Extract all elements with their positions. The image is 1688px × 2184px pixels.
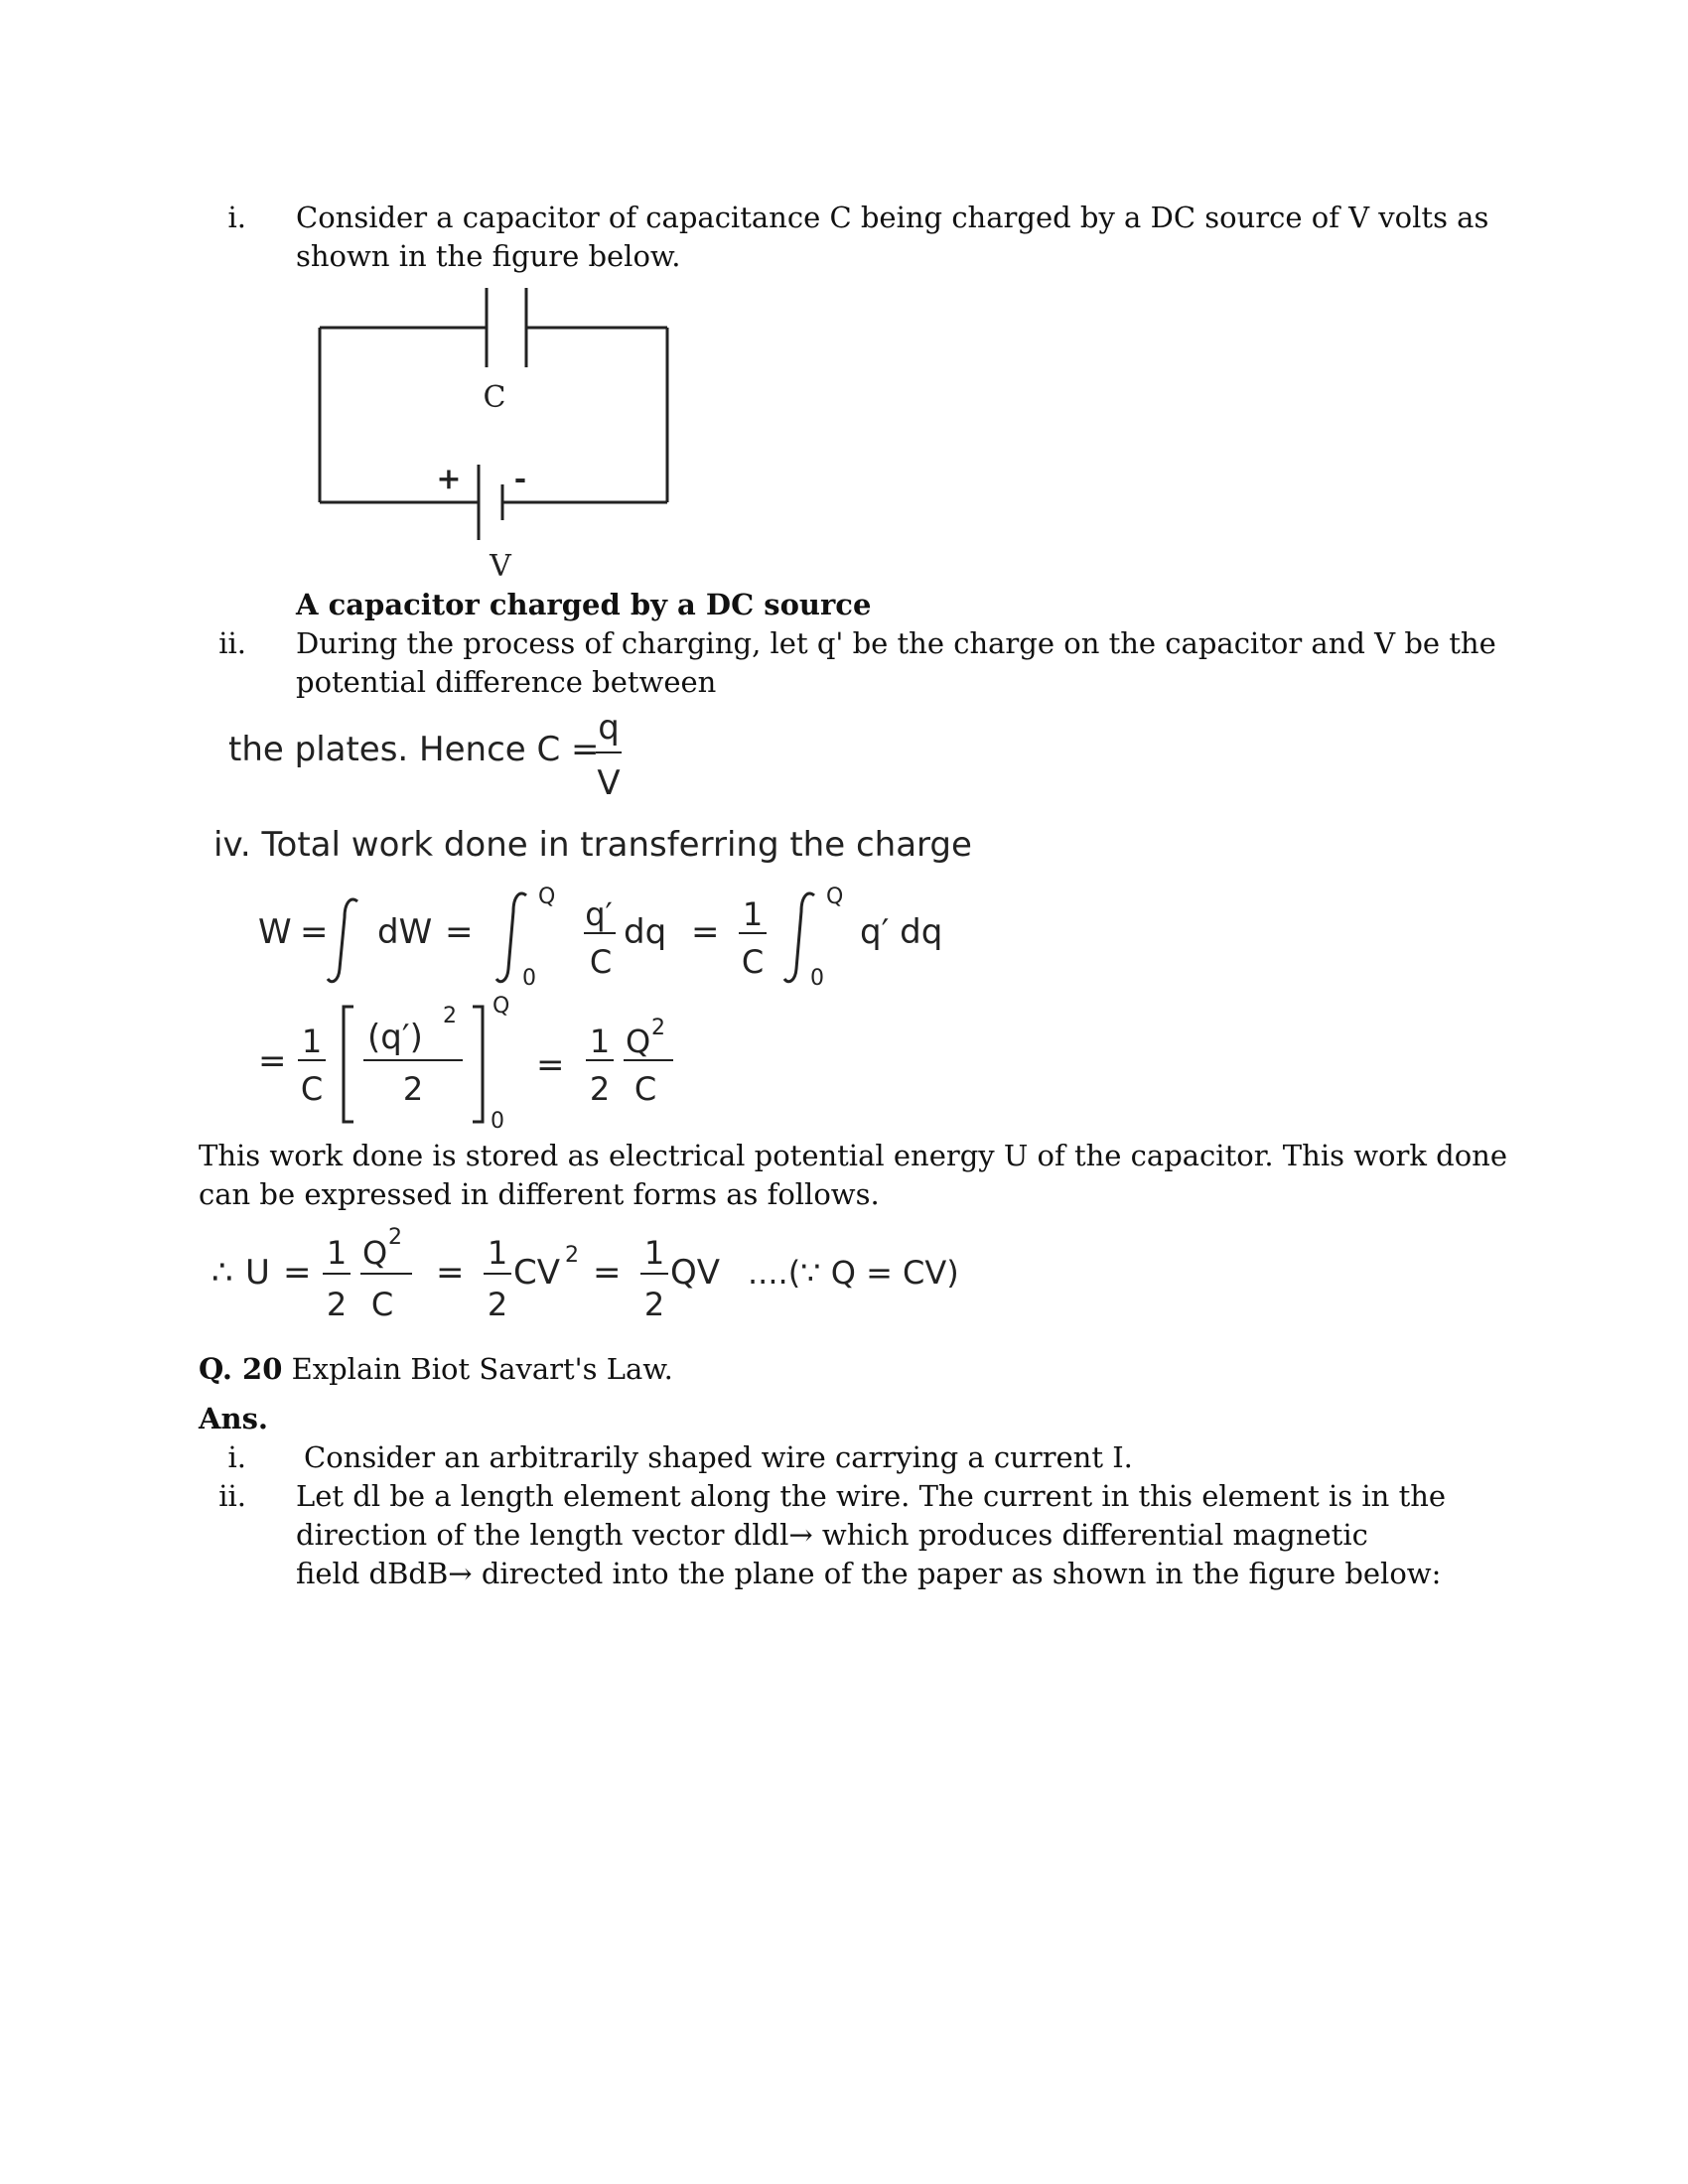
exponent: 2 [651, 1016, 665, 1040]
eq-symbol: dW [377, 912, 433, 952]
eq-symbol: = [445, 912, 474, 952]
fraction-numerator: Q [626, 1023, 651, 1060]
capacitor-label: C [483, 380, 506, 415]
list-number: ii. [218, 1479, 246, 1513]
paragraph-line: can be expressed in different forms as follows. [199, 1177, 880, 1211]
integral-upper-limit: Q [826, 885, 844, 909]
fraction-denominator: 2 [643, 1286, 665, 1323]
exponent: 2 [388, 1225, 402, 1250]
eq-symbol: = [536, 1045, 565, 1085]
plus-sign: + [436, 462, 462, 496]
work-equation-line2 [248, 993, 705, 1132]
fraction-denominator: 2 [487, 1286, 508, 1323]
eq-symbol: = [300, 912, 329, 952]
fraction-denominator: C [589, 943, 613, 981]
paragraph-line: This work done is stored as electrical potential energy U of the capacitor. This work done [199, 1139, 1507, 1172]
eq-symbol: ∴ [211, 1253, 233, 1293]
list-text-line: Consider an arbitrarily shaped wire carrying a current I. [304, 1440, 1133, 1474]
eq-symbol: q′ dq [860, 912, 943, 952]
question-text: Explain Biot Savart's Law. [282, 1352, 673, 1386]
bracket-upper-limit: Q [492, 994, 510, 1019]
fraction-denominator: C [741, 943, 765, 981]
capacitor-circuit-diagram [298, 278, 695, 576]
fraction-denominator: V [597, 763, 621, 803]
answer-label: Ans. [199, 1402, 269, 1435]
fraction-denominator: C [633, 1070, 657, 1108]
equation-note: ....(∵ Q = CV) [748, 1254, 959, 1292]
fraction-denominator: 2 [326, 1286, 348, 1323]
integral-sign [328, 899, 357, 982]
figure-caption: A capacitor charged by a DC source [296, 588, 872, 621]
fraction-numerator: q [598, 708, 620, 748]
capacitance-equation [218, 705, 675, 804]
fraction-numerator: 1 [487, 1234, 508, 1272]
list-number: i. [227, 201, 246, 234]
list-text-line: direction of the length vector dldl→ which produces differential magnetic [296, 1518, 1368, 1552]
integral-lower-limit: 0 [522, 966, 536, 991]
eq-symbol: = [436, 1253, 465, 1293]
eq-symbol: QV [670, 1253, 721, 1293]
list-text-line: Consider a capacitor of capacitance C being charged by a DC source of V volts as [296, 201, 1489, 234]
minus-sign: - [513, 462, 527, 496]
work-equation-line1 [248, 874, 983, 993]
fraction-denominator: C [370, 1286, 394, 1323]
list-text-line: shown in the figure below. [296, 239, 681, 273]
battery-label: V [490, 549, 511, 576]
eq-symbol: = [593, 1253, 622, 1293]
eq-symbol: dq [624, 912, 667, 952]
fraction-numerator: 1 [326, 1234, 348, 1272]
exponent: 2 [565, 1243, 579, 1268]
left-bracket [344, 1007, 353, 1122]
work-heading [204, 814, 998, 874]
exponent: 2 [443, 1004, 457, 1028]
fraction-denominator: C [300, 1070, 324, 1108]
list-text-line: potential difference between [296, 665, 717, 699]
fraction-numerator: 1 [589, 1023, 611, 1060]
fraction-numerator: 1 [643, 1234, 665, 1272]
list-text-line: During the process of charging, let q' be the charge on the capacitor and V be the [296, 626, 1496, 660]
eq-symbol: W [258, 912, 292, 952]
integral-lower-limit: 0 [810, 966, 824, 991]
eq-symbol: = [691, 912, 720, 952]
list-text-line: field dBdB→ directed into the plane of the paper as shown in the figure below: [296, 1557, 1442, 1590]
eq-symbol: U [245, 1253, 270, 1293]
integral-upper-limit: Q [538, 885, 556, 909]
list-number: i. [227, 1440, 246, 1474]
energy-equation [204, 1216, 978, 1325]
fraction-denominator: 2 [402, 1070, 424, 1108]
question-number: Q. 20 [199, 1352, 283, 1386]
fraction-numerator: 1 [742, 895, 764, 933]
list-number: ii. [218, 626, 246, 660]
fraction-numerator: (q′) [367, 1018, 423, 1057]
fraction-denominator: 2 [589, 1070, 611, 1108]
eq-symbol: CV [513, 1253, 560, 1293]
fraction-numerator: 1 [301, 1023, 323, 1060]
work-heading-text: iv. Total work done in transferring the charge [213, 825, 972, 865]
fraction-numerator: Q [362, 1234, 388, 1272]
right-bracket [473, 1007, 483, 1122]
list-text-line: Let dl be a length element along the wire. The current in this element is in the [296, 1479, 1447, 1513]
eq-symbol: = [258, 1041, 287, 1081]
eq-symbol: = [283, 1253, 312, 1293]
bracket-lower-limit: 0 [491, 1109, 504, 1132]
question-heading [199, 1350, 673, 1389]
equation-text: the plates. Hence C = [228, 730, 600, 769]
fraction-numerator: q′ [585, 895, 613, 933]
